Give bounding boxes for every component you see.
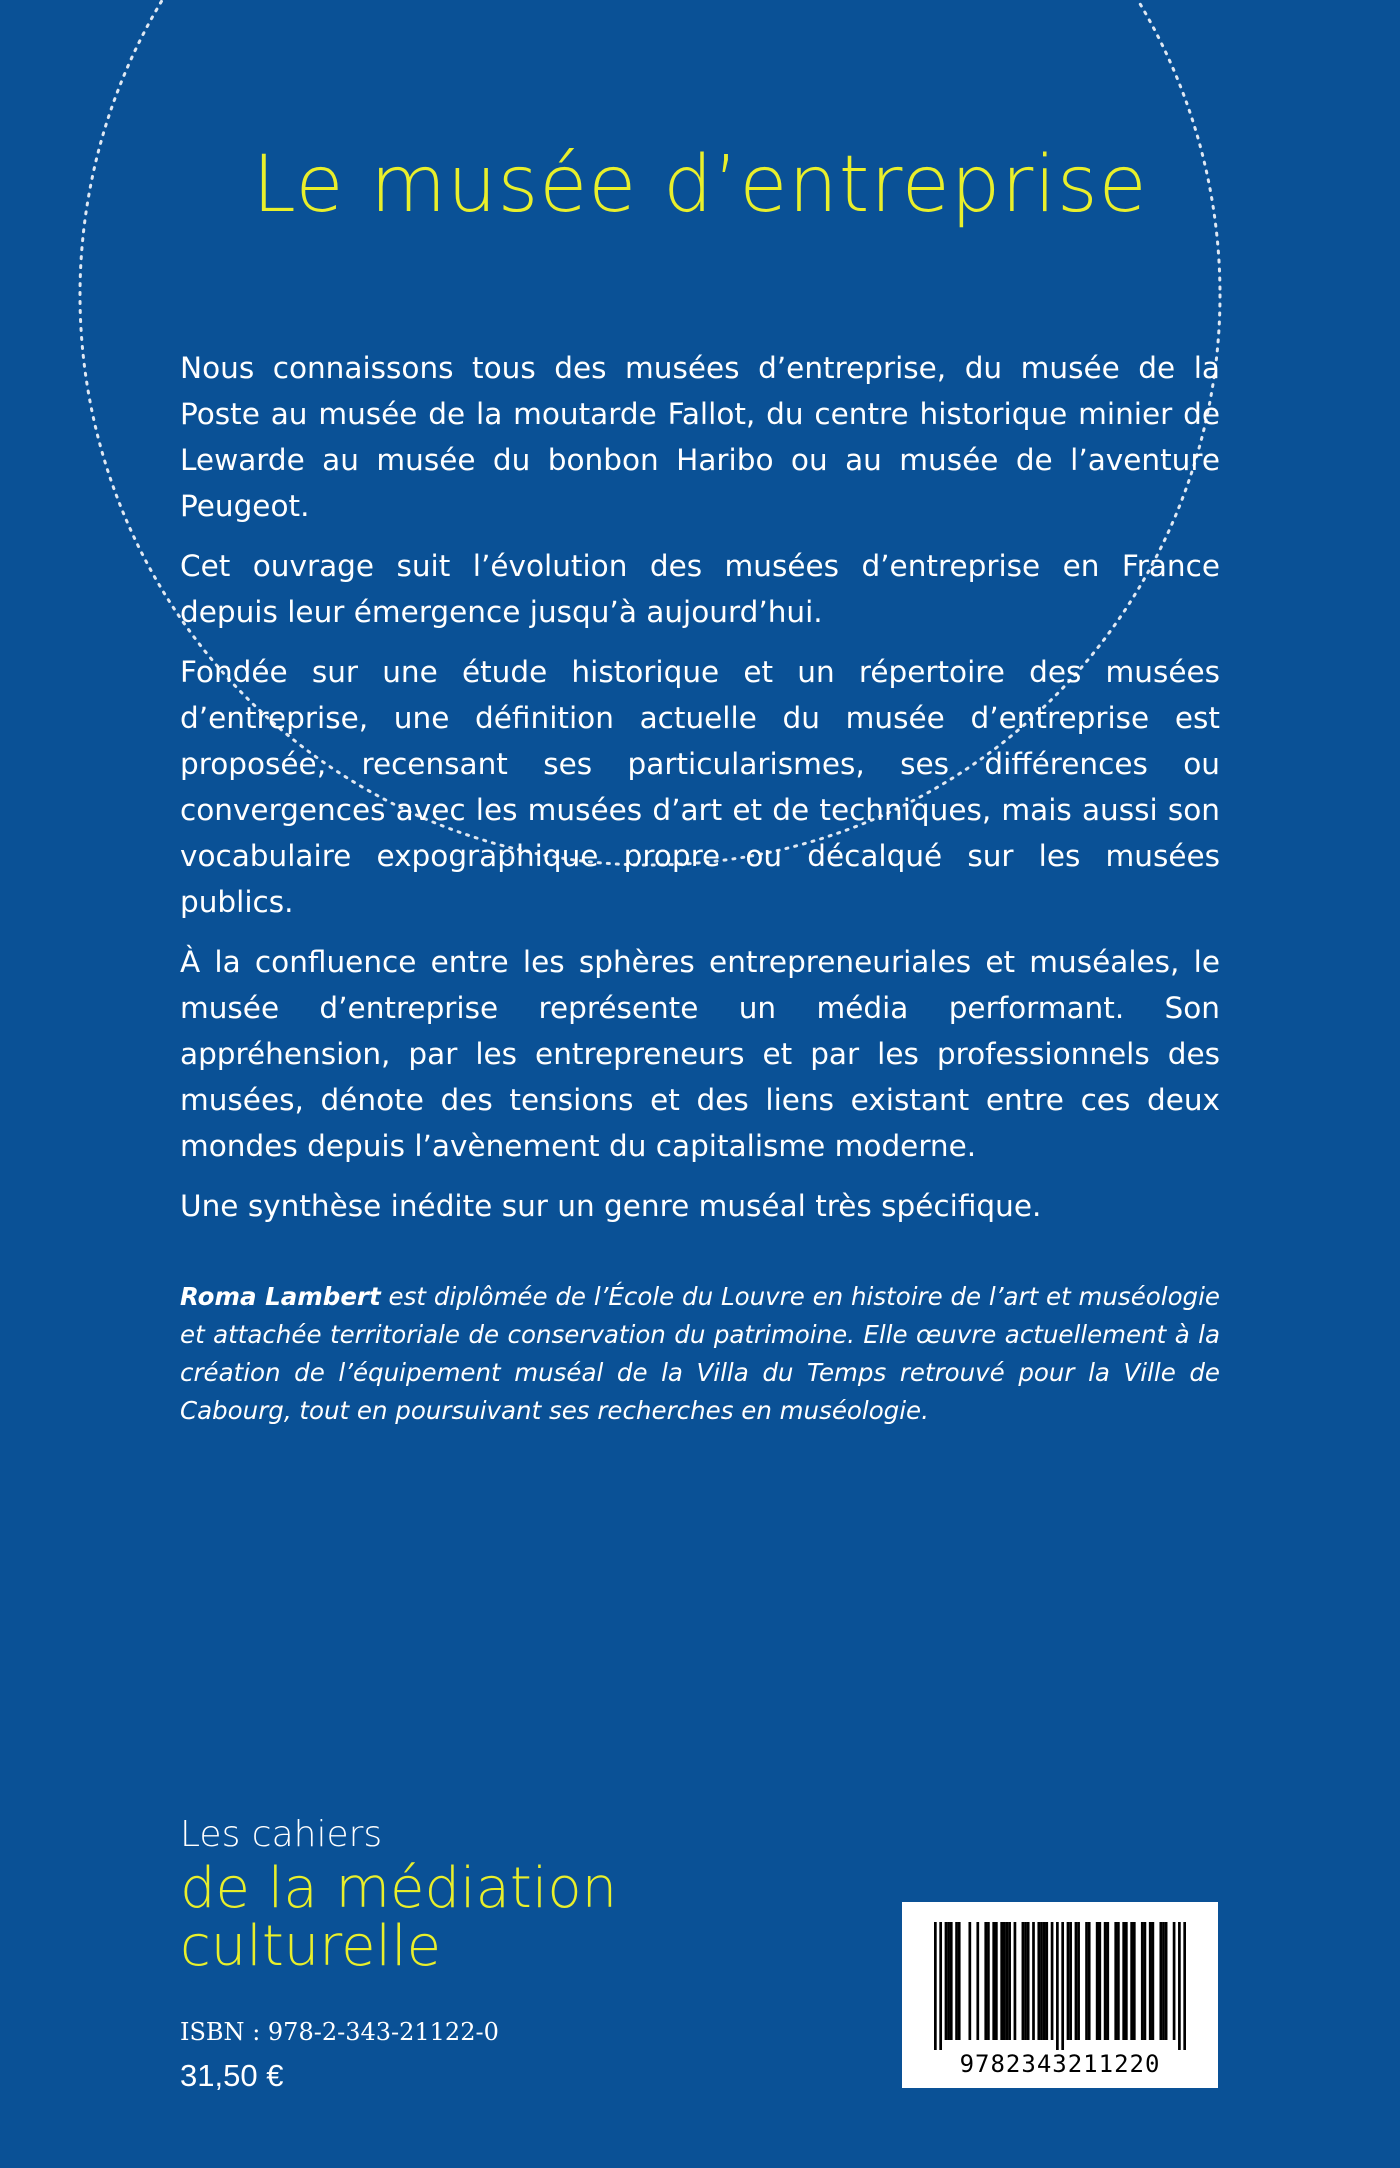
- author-name: Roma Lambert: [180, 1282, 381, 1311]
- barcode-bar: [1098, 1922, 1101, 2040]
- barcode-bar: [1000, 1922, 1003, 2040]
- price: 31,50 €: [180, 2058, 284, 2093]
- barcode-bar: [976, 1922, 979, 2040]
- series-logo: [180, 1810, 618, 1979]
- barcode-bar: [1141, 1922, 1144, 2040]
- barcode-bar: [1152, 1922, 1155, 2040]
- barcode-bar: [950, 1922, 953, 2040]
- blurb-paragraph: Nous connaissons tous des musées d’entreprise, du musée de la Poste au musée de la moutarde Fallot, du centre historique minier de Lewarde au musée du bonbon Haribo ou au musée de l’aventure Peugeot.: [180, 351, 1220, 523]
- barcode-bar: [1165, 1922, 1168, 2040]
- barcode-bar: [1069, 1922, 1072, 2040]
- barcode-bar: [955, 1922, 958, 2040]
- barcode-bar: [1022, 1922, 1025, 2040]
- barcode-bar: [1003, 1922, 1006, 2040]
- barcode-bar: [1159, 1922, 1162, 2040]
- barcode-bar: [1006, 1922, 1009, 2040]
- author-bio: [180, 1278, 1220, 1430]
- barcode-bar: [1056, 1922, 1059, 2050]
- barcode-bar: [987, 1922, 990, 2040]
- barcode-bar: [1130, 1922, 1133, 2040]
- barcode-bar: [1125, 1922, 1128, 2040]
- barcode-bar: [984, 1922, 987, 2040]
- barcode-bar: [945, 1922, 948, 2040]
- isbn: ISBN : 978-2-343-21122-0: [180, 2018, 499, 2046]
- barcode: [902, 1902, 1218, 2088]
- blurb-paragraph: Cet ouvrage suit l’évolution des musées d’entreprise en France depuis leur émergence jusqu’à aujourd’hui.: [180, 549, 1220, 629]
- barcode-bar: [1162, 1922, 1165, 2040]
- barcode-bar: [1122, 1922, 1125, 2040]
- series-title-line2: culturelle: [180, 1914, 442, 1979]
- barcode-bar: [1173, 1922, 1176, 2040]
- barcode-bar: [1077, 1922, 1080, 2040]
- author-bio-text: est diplômée de l’École du Louvre en histoire de l’art et muséologie et attachée territoriale de conservation du patrimoine. Elle œuvre actuellement à la création de l’équipement muséal de la Villa du Temps retrouvé pour la Ville de Cabourg, tout en poursuivant ses recherches en muséologie.: [180, 1282, 1220, 1425]
- barcode-bars: [934, 1922, 1186, 2062]
- barcode-bar: [1149, 1922, 1152, 2040]
- barcode-bar: [1014, 1922, 1017, 2040]
- barcode-bar: [1075, 1922, 1078, 2040]
- barcode-bar: [1040, 1922, 1043, 2040]
- blurb-paragraph: À la confluence entre les sphères entrepreneuriales et muséales, le musée d’entreprise représente un média performant. Son appréhension, par les entrepreneurs et par les professionnels des musées, dénote des tensions et des liens existant entre ces deux mondes depuis l’avènement du capitalisme moderne.: [180, 945, 1220, 1163]
- barcode-bar: [947, 1922, 950, 2040]
- barcode-digits: 9782343211220: [959, 2050, 1161, 2078]
- barcode-bar: [1045, 1922, 1048, 2040]
- barcode-bar: [939, 1922, 942, 2050]
- blurb-paragraph: Une synthèse inédite sur un genre muséal très spécifique.: [180, 1189, 1042, 1223]
- barcode-bar: [1117, 1922, 1120, 2040]
- barcode-bar: [995, 1922, 998, 2040]
- barcode-bar: [1106, 1922, 1109, 2040]
- barcode-bar: [968, 1922, 971, 2040]
- barcode-bar: [1096, 1922, 1099, 2040]
- barcode-bar: [1183, 1922, 1186, 2050]
- barcode-bar: [958, 1922, 961, 2040]
- blurb-section: [180, 345, 1220, 1243]
- book-title: Le musée d’entreprise: [252, 140, 1148, 230]
- barcode-bar: [1088, 1922, 1091, 2040]
- series-prefix: Les cahiers: [180, 1814, 383, 1855]
- blurb-paragraph: Fondée sur une étude historique et un répertoire des musées d’entreprise, une définition actuelle du musée d’entreprise est proposée, recensant ses particularismes, ses différences ou convergences avec les musées d’art et de techniques, mais aussi son vocabulaire expographique propre ou décalqué sur les musées publics.: [180, 655, 1220, 919]
- barcode-bar: [1114, 1922, 1117, 2040]
- barcode-bar: [1144, 1922, 1147, 2040]
- barcode-bar: [1051, 1922, 1054, 2040]
- barcode-bar: [1024, 1922, 1027, 2040]
- barcode-bar: [1133, 1922, 1136, 2040]
- barcode-bar: [1061, 1922, 1064, 2050]
- barcode-bar: [1178, 1922, 1181, 2050]
- barcode-bar: [1043, 1922, 1046, 2040]
- barcode-bar: [1085, 1922, 1088, 2040]
- barcode-bar: [934, 1922, 937, 2050]
- barcode-bar: [1067, 1922, 1070, 2040]
- barcode-bar: [1104, 1922, 1107, 2040]
- barcode-bar: [1032, 1922, 1035, 2040]
- barcode-bar: [1008, 1922, 1011, 2040]
- series-title-line1: de la médiation: [180, 1856, 618, 1921]
- barcode-bar: [992, 1922, 995, 2040]
- barcode-bar: [1037, 1922, 1040, 2040]
- barcode-bar: [1027, 1922, 1030, 2040]
